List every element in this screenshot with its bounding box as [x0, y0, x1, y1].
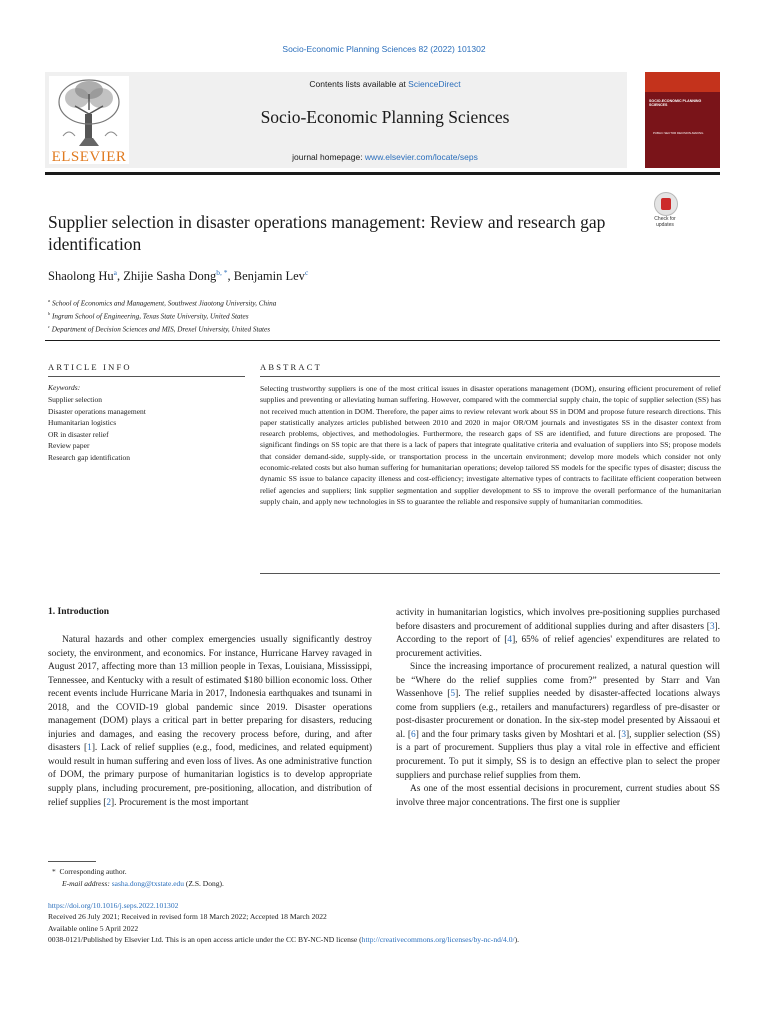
author-name[interactable]: Zhijie Sasha Dong	[123, 269, 217, 284]
keywords-label: Keywords:	[48, 383, 81, 392]
cover-title: SOCIO-ECONOMIC PLANNING SCIENCES	[649, 99, 702, 108]
abstract-heading: ABSTRACT	[260, 362, 322, 372]
citation-link[interactable]: 3	[621, 729, 627, 740]
homepage-link[interactable]: www.elsevier.com/locate/seps	[364, 152, 478, 162]
email-link[interactable]: sasha.dong@txstate.edu	[111, 879, 185, 888]
abstract-text: Selecting trustworthy suppliers is one of the most critical issues in disaster operations management (DOM), ensuring efficient procurement of relief supplies and preventing or alleviating human suffering. However, compared with the commercial supply chain, the topic of supplier selection (SS) has not received much attention in DOM. Therefore, the paper aims to review relevant work about SS in DOM and propose future research directions. This paper statistically analyzes articles published between 2010 and 2020 in major OR/OM journals and investigates SS in the disaster context from research problems, objectives, and methodologies. Furthermore, the research gaps of SS are identified, and future directions are proposed. The significant findings on SS topic are that there is a lack of papers that integrate qualitative criteria and evaluation of suppliers into SS; propose models that consider demand-side, supply-side, or transportation process in the uncertain environment; develop more models which consider not only economic-related costs but also human suffering for humanitarian operations; develop tailored SS models for the specific types of disaster; discuss the dynamic SS issue to balance capacity illeness and cost-efficiency; investigate alternative types of contracts to facilitate efficient cooperation between relief agencies and suppliers; link supplier segmentation and supplier development to SS to improve the overall performance of the humanitarian supply chain, and apply new technologies in SS to guarantee the reliable and responsive supply of humanitarian commodities.	[260, 384, 721, 506]
affiliation-item: $^a$ School of Economics and Management, Southwest Jiaotong University, China	[48, 298, 277, 308]
elsevier-logo[interactable]	[49, 76, 129, 164]
keywords-list	[48, 394, 248, 463]
homepage-prefix: journal homepage:	[292, 152, 365, 162]
article-info-rule	[48, 376, 245, 377]
author-affiliation-mark[interactable]: b, *	[216, 268, 228, 277]
paper-title: Supplier selection in disaster operations management: Review and research gap identification	[48, 212, 606, 254]
journal-reference-link[interactable]: Socio-Economic Planning Sciences 82 (2022) 101302	[282, 44, 486, 54]
body-column-right	[396, 607, 720, 810]
check-updates-icon	[654, 192, 678, 216]
received-dates: Received 26 July 2021; Received in revised form 18 March 2022; Accepted 18 March 2022	[48, 912, 327, 922]
keyword-item: Research gap identification	[48, 452, 131, 462]
body-paragraph: As one of the most essential decisions in procurement, current studies about SS involve three major concentrations. The first one is supplier	[396, 784, 720, 808]
citation-link[interactable]: 6	[411, 729, 416, 740]
corresponding-author-footnote	[52, 866, 452, 890]
citation-link[interactable]: 4	[507, 635, 513, 646]
author-affiliation-mark[interactable]: c	[304, 268, 309, 277]
keyword-item: Humanitarian logistics	[48, 418, 117, 427]
abstract-bottom-rule	[260, 573, 720, 574]
journal-title: Socio-Economic Planning Sciences	[260, 107, 510, 127]
citation-link[interactable]: 1	[87, 743, 92, 754]
section-divider	[45, 340, 720, 341]
citation-link[interactable]: 5	[450, 689, 456, 700]
body-paragraph: Natural hazards and other complex emergencies usually significantly destroy society, the environment, and economics. For instance, Hurricane Harvey ravaged in August 2017, affecting more than 13 million people in Texas, Louisiana, Mississippi, Tennessee, and Kentucky with a result of estimated $180 billion economic loss. Other recent events include Hurricane Maria in 2017, Indonesia earthquakes and tsunami in 2018, and the COVID-19 global pandemic since 2019. Disaster operations management (DOM) plays a critical part in better preparing for disasters, reducing injuries and damages, and easing the recovery process before, during, and after disasters [1]. Lack of relief supplies (e.g., food, medicines, and related equipment) would result in human suffering and even loss of lives. As one administrative function of DOM, the primary purpose of humanitarian logistics is to develop appropriate supply plans, including procurement, pre-positioning, allocation, and distribution of relief supplies [2]. Procurement is the most important	[48, 635, 372, 808]
affiliation-list	[48, 296, 648, 335]
article-info-heading: ARTICLE INFO	[48, 362, 132, 372]
contents-available-line	[145, 79, 625, 89]
journal-homepage-line	[145, 152, 625, 162]
license-link[interactable]: http://creativecommons.org/licenses/by-nc-nd/4.0/	[361, 934, 515, 944]
citation-link[interactable]: 2	[106, 797, 112, 808]
keyword-item: Disaster operations management	[48, 406, 146, 416]
email-line: E-mail address: sasha.dong@txstate.edu (Z.S. Dong).	[62, 879, 224, 888]
check-for-updates-button[interactable]	[646, 192, 684, 230]
elsevier-tree-icon	[49, 76, 129, 148]
affiliation-item: $^b$ Ingram School of Engineering, Texas State University, United States	[48, 310, 249, 321]
body-paragraph: Since the increasing importance of procurement realized, a natural question will be “Where do the relief supplies come from?” presented by Starr and Van Wassenhove [5]. The relief supplies needed by disaster-affected locations always come from suppliers (e.g., retailers and manufacturers) regardless of pre-disaster or post-disaster procurement or donation. In the six-step model presented by Aissaoui et al. [6] and the four primary tasks given by Moshtari et al. [3], supplier selection (SS) is a part of procurement. Suppliers thus play a vital role in effective and efficient procurement. To put it simply, SS is to design an effective plan to select the proper suppliers and purchase relief supplies from them.	[396, 662, 721, 781]
author-name[interactable]: Shaolong Hu	[48, 269, 114, 284]
check-updates-label: Check for updates	[654, 216, 676, 228]
citation-link[interactable]: 3	[709, 621, 715, 632]
body-paragraph: activity in humanitarian logistics, which involves pre-positioning supplies purchased before disasters and procurement of additional supplies during and after disasters [3]. According to the report of [4], 65% of relief agencies' expenditures are related to procurement activities.	[396, 608, 720, 659]
author-affiliation-mark[interactable]: a	[113, 268, 117, 277]
author-list: Shaolong Hu$^a$, Zhijie Sasha Dong$^{b, *}$, Benjamin Lev$^c$	[48, 268, 309, 284]
elsevier-wordmark: ELSEVIER	[51, 149, 127, 165]
author-name[interactable]: Benjamin Lev	[233, 269, 305, 284]
contents-prefix: Contents lists available at	[309, 79, 409, 89]
footnote-rule	[48, 861, 96, 862]
bookmark-icon	[661, 198, 671, 210]
sciencedirect-link[interactable]: ScienceDirect	[408, 79, 461, 89]
corresponding-line: * Corresponding author.	[52, 867, 127, 876]
keyword-item: Review paper	[48, 441, 90, 450]
abstract-rule	[260, 376, 720, 377]
publication-info-block	[48, 900, 728, 945]
cover-band	[645, 72, 720, 92]
affiliation-item: $^c$ Department of Decision Sciences and MIS, Drexel University, United States	[48, 323, 271, 334]
keyword-item: Supplier selection	[48, 395, 102, 404]
cover-subtitle: PUBLIC SECTOR DECISION-MAKING	[653, 131, 704, 135]
body-column-left	[48, 634, 372, 810]
keyword-item: OR in disaster relief	[48, 429, 109, 439]
license-line: 0038-0121/Published by Elsevier Ltd. This is an open access article under the CC BY-NC-ND license (http://creativecommons.org/licenses/by-nc-nd/4.0/).	[48, 934, 520, 944]
introduction-heading: 1. Introduction	[48, 607, 110, 617]
header-divider	[45, 172, 720, 175]
journal-cover-thumbnail[interactable]	[645, 72, 720, 168]
available-online-date: Available online 5 April 2022	[48, 923, 139, 933]
doi-link[interactable]: https://doi.org/10.1016/j.seps.2022.101302	[48, 901, 179, 910]
